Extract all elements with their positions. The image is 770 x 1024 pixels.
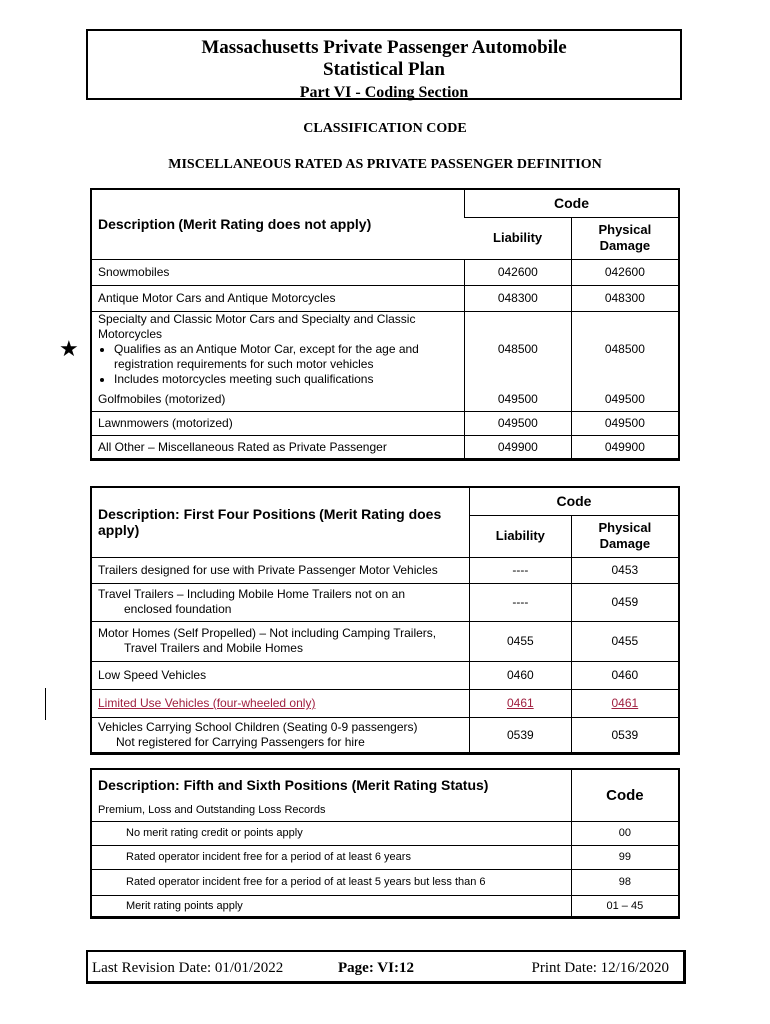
qualification-list [98, 342, 458, 387]
last-revision-date: Last Revision Date: 01/01/2022 [92, 960, 284, 976]
liability-header: Liability [464, 217, 571, 259]
description-note: (Merit Rating does apply) [98, 506, 442, 539]
description-header-cell [91, 487, 469, 557]
table-row: Lawnmowers (motorized) 049500 049500 [91, 411, 679, 435]
table-row: Trailers designed for use with Private Passenger Motor Vehicles ---- 0453 [91, 557, 679, 583]
code-header: Code [571, 769, 679, 821]
list-item: • Includes motorcycles meeting such qualifications [114, 372, 458, 387]
table-row: No merit rating credit or points apply 00 [91, 821, 679, 845]
table-row: Snowmobiles 042600 042600 [91, 259, 679, 285]
table-row: Specialty and Classic Motor Cars and Specialty and Classic Motorcycles • Qualifies as an Antique Motor Car, except for the age and registration requirements for such motor vehicles • Includes motorcycles meeting such qualifications 048500 048500 [91, 311, 679, 387]
liability-header: Liability [469, 515, 571, 557]
classification-code-heading: CLASSIFICATION CODE [303, 121, 467, 136]
description-header-cell [91, 189, 464, 259]
part-title: Part VI - Coding Section [299, 84, 469, 101]
liability-code-link[interactable]: 0461 [506, 696, 534, 710]
code-header: Code [464, 189, 679, 217]
description-header: Description: Fifth and Sixth Positions (Merit Rating Status) [91, 769, 571, 799]
table-row: All Other – Miscellaneous Rated as Private Passenger 049900 049900 [91, 435, 679, 459]
subheader: Premium, Loss and Outstanding Loss Records [91, 799, 571, 821]
limited-use-vehicles-link[interactable]: Limited Use Vehicles (four-wheeled only) [98, 696, 316, 710]
page-number: Page: VI:12 [338, 960, 414, 976]
table-row: Rated operator incident free for a period of at least 5 years but less than 6 98 [91, 869, 679, 895]
code-header: Code [469, 487, 679, 515]
table-row: Vehicles Carrying School Children (Seating 0-9 passengers) Not registered for Carrying Passengers for hire 0539 0539 [91, 717, 679, 753]
physical-damage-header: Physical Damage [571, 515, 679, 557]
first-four-positions-table [90, 486, 680, 755]
print-date: Print Date: 12/16/2020 [531, 960, 669, 976]
document-header [86, 29, 682, 100]
table-row: Travel Trailers – Including Mobile Home Trailers not on an enclosed foundation ---- 0459 [91, 583, 679, 621]
title-line1: Massachusetts Private Passenger Automobile [201, 37, 567, 58]
physical-damage-header: Physical Damage [571, 217, 679, 259]
physical-code-link[interactable]: 0461 [611, 696, 639, 710]
title-line2: Statistical Plan [323, 59, 445, 80]
misc-rated-table [90, 188, 680, 461]
table-row: Golfmobiles (motorized) 049500 049500 [91, 387, 679, 411]
description-header: Description [98, 216, 176, 233]
table-row: Antique Motor Cars and Antique Motorcycles 048300 048300 [91, 285, 679, 311]
table-row: Motor Homes (Self Propelled) – Not including Camping Trailers, Travel Trailers and Mobile Homes 0455 0455 [91, 621, 679, 661]
page-footer [86, 950, 686, 984]
table-row: Low Speed Vehicles 0460 0460 [91, 661, 679, 689]
table-row [91, 689, 679, 717]
description-header: Description: First Four Positions [98, 506, 316, 523]
revision-bar [45, 688, 46, 720]
list-item: • Qualifies as an Antique Motor Car, except for the age and registration requirements for such motor vehicles [114, 342, 458, 372]
section-title: MISCELLANEOUS RATED AS PRIVATE PASSENGER DEFINITION [168, 157, 602, 172]
table-row: Merit rating points apply 01 – 45 [91, 895, 679, 917]
table-row: Rated operator incident free for a period of at least 6 years 99 [91, 845, 679, 869]
fifth-sixth-positions-table [90, 768, 680, 919]
description-note: (Merit Rating does not apply) [178, 216, 372, 233]
star-icon: ★ [59, 336, 79, 361]
